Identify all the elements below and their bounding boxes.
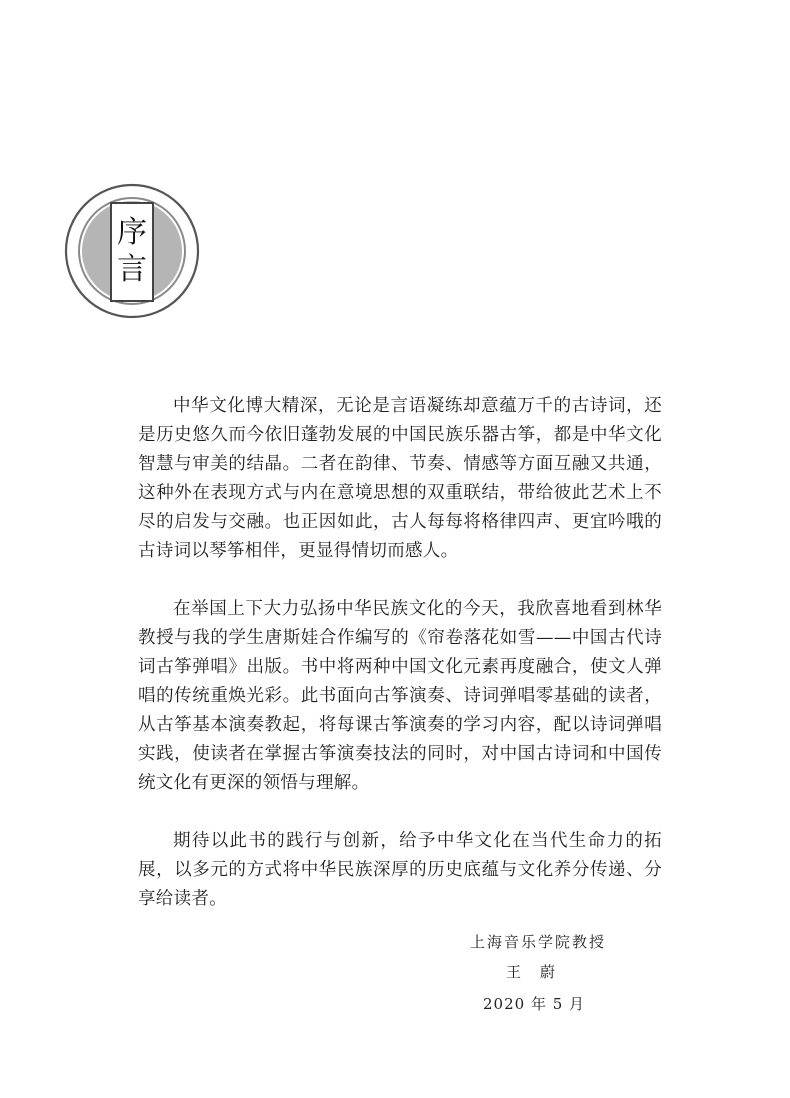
- paragraph-2: 在举国上下大力弘扬中华民族文化的今天，我欣喜地看到林华教授与我的学生唐斯娃合作编写的《帘卷落花如雪——中国古代诗词古筝弹唱》出版。书中将两种中国文化元素再度融合，使文人弹唱的传统重焕光彩。此书面向古筝演奏、诗词弹唱零基础的读者，从古筝基本演奏教起，将每课古筝演奏的学习内容，配以诗词弹唱实践，使读者在掌握古筝演奏技法的同时，对中国古诗词和中国传统文化有更深的领悟与理解。: [138, 599, 662, 793]
- paragraph-3: 期待以此书的践行与创新，给予中华文化在当代生命力的拓展，以多元的方式将中华民族深厚的历史底蕴与文化养分传递、分享给读者。: [138, 831, 662, 909]
- heading-char-1: 序: [117, 215, 147, 250]
- signature-institution: 上海音乐学院教授: [470, 933, 607, 951]
- signature-name: 王 蔚: [506, 963, 558, 981]
- paragraph-1: 中华文化博大精深，无论是言语凝练却意蕴万千的古诗词，还是历史悠久而今依旧蓬勃发展的中国民族乐器古筝，都是中华文化智慧与审美的结晶。二者在韵律、节奏、情感等方面互融又共通，这种外在表现方式与内在意境思想的双重联结，带给彼此艺术上不尽的启发与交融。也正因如此，古人每每将格律四声、更宜吟哦的古诗词以琴筝相伴，更显得情切而感人。: [138, 396, 662, 561]
- signature-date: 2020 年 5 月: [483, 995, 586, 1013]
- heading-char-2: 言: [117, 252, 147, 287]
- emblem-rings: [64, 183, 200, 319]
- preface-body: [138, 392, 662, 914]
- preface-emblem: [64, 183, 200, 319]
